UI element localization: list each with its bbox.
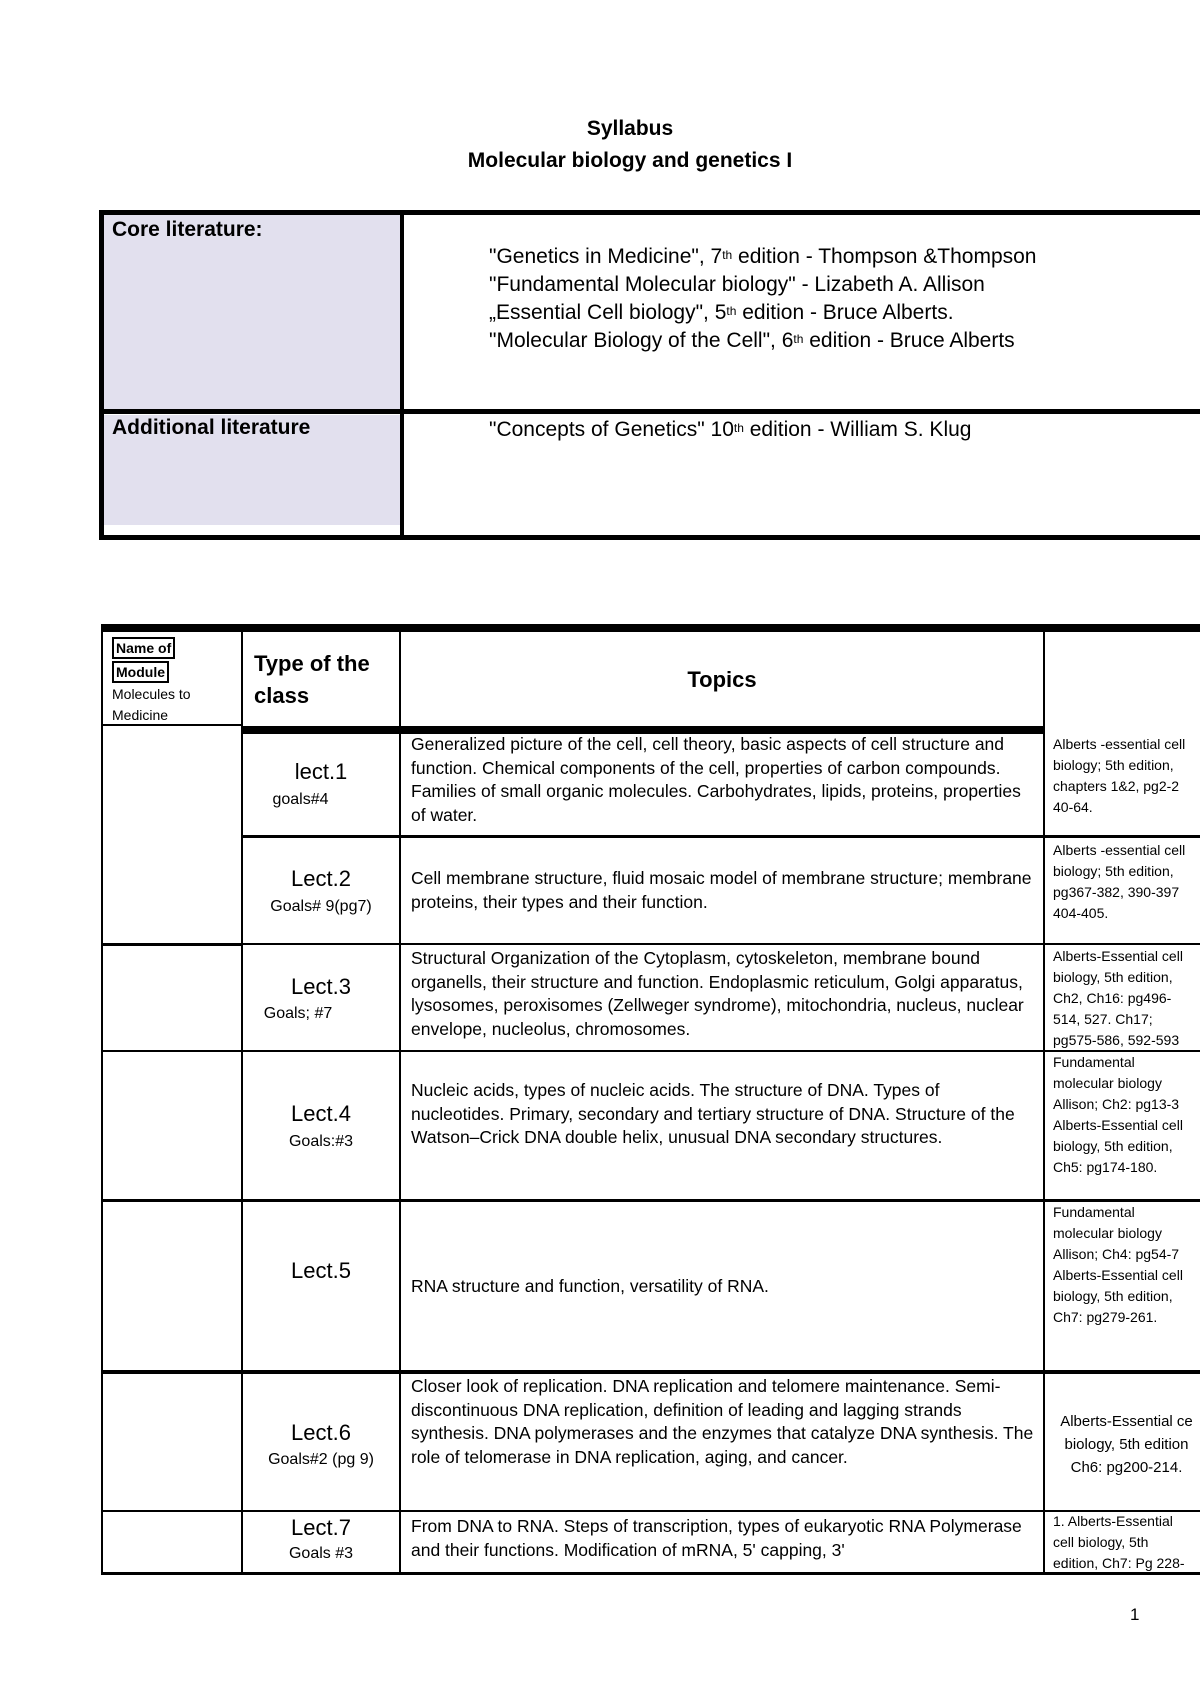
lecture-label: Lect.3 (291, 974, 351, 999)
row-divider (101, 1370, 1200, 1374)
lecture-label: Lect.6 (291, 1420, 351, 1445)
column-divider (399, 624, 401, 1575)
lecture-label: Lect.2 (291, 866, 351, 891)
lecture-references: Alberts-Essential cell biology, 5th edition, Ch2, Ch16: pg496- 514, 527. Ch17; pg575-586, 592-593 (1053, 948, 1183, 1048)
lecture-goals: Goals# 9(pg7) (270, 898, 372, 915)
table-bottom-border (101, 1572, 1200, 1575)
column-divider (101, 624, 103, 1575)
lecture-label: lect.1 (294, 759, 348, 784)
lecture-references: Fundamental molecular biology Allison; Ch2: pg13-3 Alberts-Essential cell biology, 5th edition, Ch5: pg174-180. (1053, 1054, 1183, 1175)
lecture-goals: Goals#2 (pg 9) (268, 1451, 374, 1468)
lecture-label: Lect.5 (291, 1258, 351, 1283)
core-literature-label: Core literature: (112, 218, 263, 241)
lecture-topic: From DNA to RNA. Steps of transcription, types of eukaryotic RNA Polymerase and their functions. Modification of mRNA, 5' capping, 3' (411, 1516, 1022, 1560)
lecture-goals: Goals:#3 (288, 1133, 354, 1150)
module-name: Molecules to Medicine (112, 686, 191, 723)
core-literature-item: „Essential Cell biology", 5th edition - Bruce Alberts. (489, 301, 954, 324)
table-top-border (101, 624, 1200, 632)
literature-row-divider (99, 409, 1200, 414)
row-divider (101, 1050, 1200, 1052)
lecture-label: Lect.7 (291, 1515, 351, 1540)
lecture-references: Alberts -essential cell biology; 5th edition, chapters 1&2, pg2-2 40-64. (1053, 736, 1186, 815)
column-divider (1043, 624, 1045, 1575)
document-title: Syllabus (586, 117, 674, 140)
document-subtitle: Molecular biology and genetics I (467, 149, 793, 172)
type-of-class-header: Type of the class (254, 651, 370, 708)
row-divider (101, 1510, 1200, 1512)
lecture-references: Alberts -essential cell biology; 5th edition, pg367-382, 390-397 404-405. (1053, 842, 1186, 921)
lecture-topic: Structural Organization of the Cytoplasm, cytoskeleton, membrane bound organells, their structure and function. Endoplasmic reticulum, Golgi apparatus, lysosomes, peroxisomes (Zellweger syndrome), mitochondria, nucleus, nuclear envelope, nucleolus, chromosomes. (411, 948, 1024, 1039)
row-divider (101, 943, 243, 946)
row-divider (243, 835, 1200, 838)
additional-literature-list (489, 416, 971, 444)
lecture-references: Alberts-Essential ce biology, 5th edition Ch6: pg200-214. (1060, 1413, 1193, 1476)
row-divider (243, 943, 1200, 945)
lecture-topic: Generalized picture of the cell, cell theory, basic aspects of cell structure and function. Chemical components of the cell, properties of carbon compounds. Families of small organic molecules. Carbohydrates, lipids, proteins, properties of water. (411, 734, 1021, 825)
module-label: Module (112, 661, 169, 683)
additional-literature-item: "Concepts of Genetics" 10th edition - William S. Klug (489, 418, 972, 441)
lecture-topic: RNA structure and function, versatility of RNA. (411, 1276, 769, 1296)
module-header (112, 637, 238, 726)
lecture-topic: Cell membrane structure, fluid mosaic model of membrane structure; membrane proteins, their types and their function. (411, 868, 1032, 912)
lecture-topic: Closer look of replication. DNA replication and telomere maintenance. Semi-discontinuous DNA replication, definition of leading and lagging strands synthesis. DNA polymerases and the enzymes that catalyze DNA synthesis. The role of telomerase in DNA replication, aging, and cancer. (411, 1376, 1034, 1467)
core-literature-item: "Genetics in Medicine", 7th edition - Thompson &Thompson (489, 245, 1037, 268)
lecture-goals: Goals; #7 (263, 1005, 333, 1022)
lecture-references: 1. Alberts-Essential cell biology, 5th edition, Ch7: Pg 228- (1053, 1513, 1185, 1571)
literature-divider (400, 210, 404, 535)
lecture-goals: Goals #3 (288, 1545, 354, 1562)
lecture-topic: Nucleic acids, types of nucleic acids. The structure of DNA. Types of nucleotides. Primary, secondary and tertiary structure of DNA. Structure of the Watson–Crick DNA double helix, unusual DNA secondary structures. (411, 1080, 1015, 1147)
core-literature-list (489, 243, 1036, 355)
additional-literature-label: Additional literature (112, 416, 311, 439)
lecture-references: Fundamental molecular biology Allison; Ch4: pg54-7 Alberts-Essential cell biology, 5th edition, Ch7: pg279-261. (1053, 1204, 1183, 1325)
row-divider (101, 1199, 1200, 1202)
lecture-goals: goals#4 (272, 791, 329, 808)
topics-header: Topics (687, 667, 757, 692)
lecture-label: Lect.4 (291, 1101, 351, 1126)
core-literature-item: "Fundamental Molecular biology" - Lizabeth A. Allison (489, 273, 985, 296)
module-label: Name of (112, 637, 175, 659)
page-number: 1 (1130, 1605, 1140, 1624)
core-literature-item: "Molecular Biology of the Cell", 6th edition - Bruce Alberts (489, 329, 1015, 352)
